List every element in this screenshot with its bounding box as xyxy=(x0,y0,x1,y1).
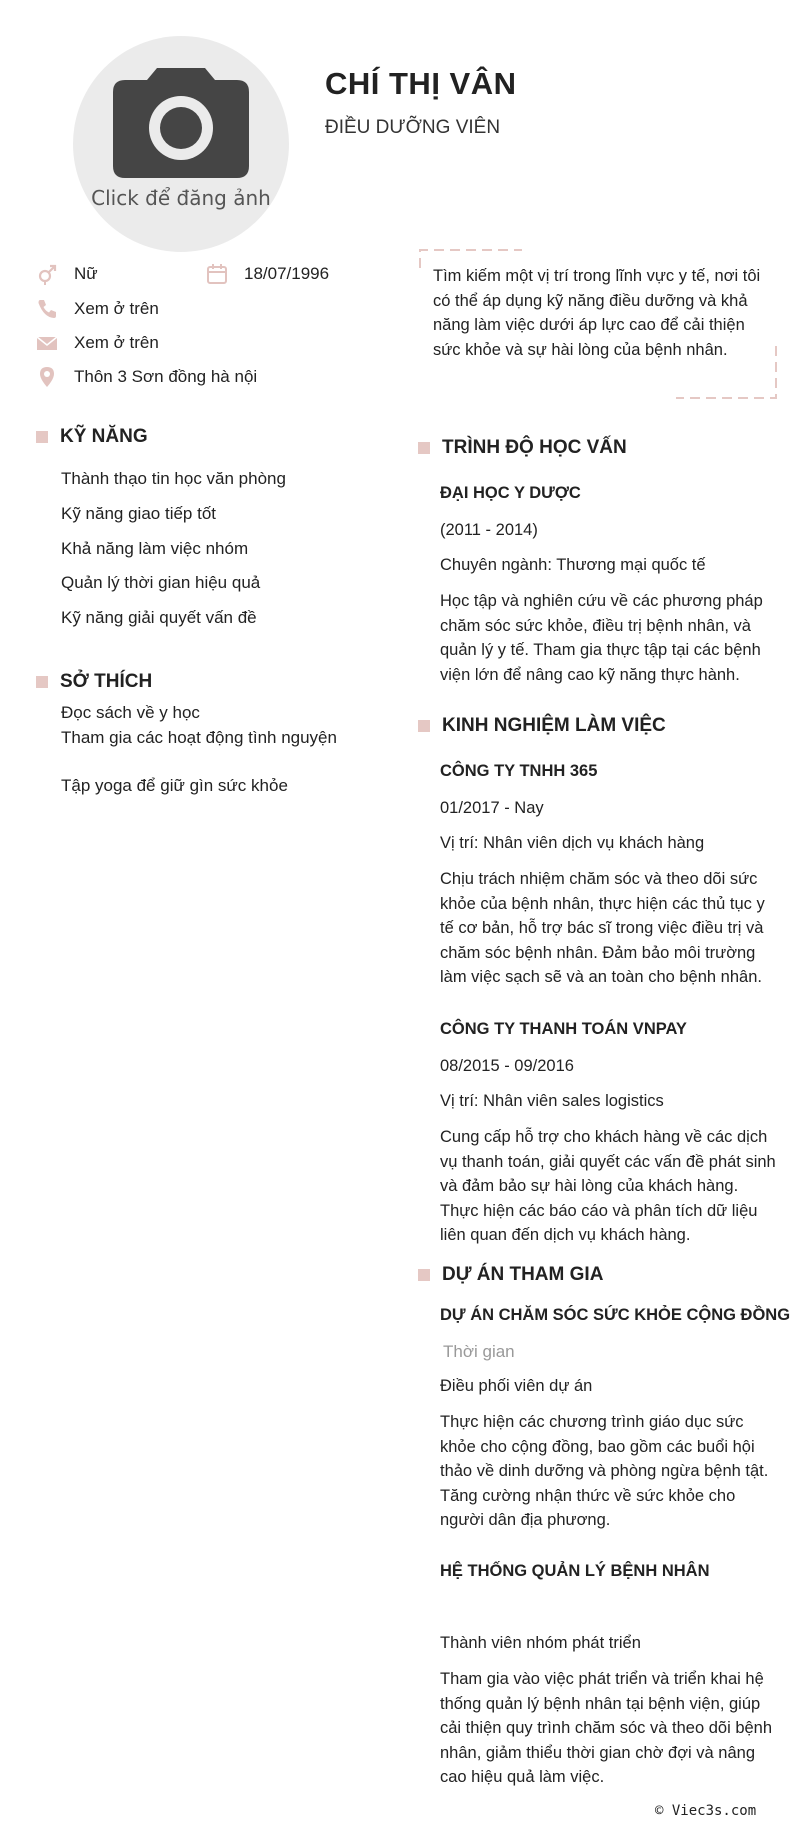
section-marker xyxy=(418,442,430,454)
location-pin-icon xyxy=(36,366,58,388)
avatar-caption: Click để đăng ảnh xyxy=(91,186,271,210)
job-description: Cung cấp hỗ trợ cho khách hàng về các dịch vụ thanh toán, giải quyết các vấn đề phát sinh và đảm bảo sự hài lòng của khách hàng. Thực hiện các báo cáo và phân tích dữ liệu liên quan đến dịch vụ khách hàng. xyxy=(440,1128,776,1244)
email-value: Xem ở trên xyxy=(74,333,159,352)
phone-icon xyxy=(36,298,58,320)
skill-item: Thành thạo tin học văn phòng xyxy=(61,469,286,488)
address-value: Thôn 3 Sơn đồng hà nội xyxy=(74,367,258,386)
education-period: (2011 - 2014) xyxy=(440,521,538,539)
experience-heading-text: KINH NGHIỆM LÀM VIỆC xyxy=(442,715,666,736)
job-position: Vị trí: Nhân viên dịch vụ khách hàng xyxy=(440,834,705,852)
project-name: DỰ ÁN CHĂM SÓC SỨC KHỎE CỘNG ĐỒNG xyxy=(440,1306,791,1324)
section-marker xyxy=(418,720,430,732)
hobby-item: Tham gia các hoạt động tình nguyện xyxy=(61,728,337,747)
education-heading xyxy=(418,437,627,459)
job-period: 01/2017 - Nay xyxy=(440,799,544,817)
skill-item: Kỹ năng giao tiếp tốt xyxy=(61,504,217,523)
company-name: CÔNG TY THANH TOÁN VNPAY xyxy=(440,1020,687,1038)
hobbies-heading xyxy=(36,671,152,693)
skill-item: Quản lý thời gian hiệu quả xyxy=(61,573,261,592)
gender-value: Nữ xyxy=(74,264,98,283)
project-role: Thành viên nhóm phát triển xyxy=(440,1634,641,1652)
calendar-icon xyxy=(206,263,228,285)
birthday-value: 18/07/1996 xyxy=(244,264,330,283)
phone-value: Xem ở trên xyxy=(74,299,159,318)
education-heading-text: TRÌNH ĐỘ HỌC VẤN xyxy=(442,437,627,458)
skills-heading-text: KỸ NĂNG xyxy=(60,426,148,447)
section-marker xyxy=(36,431,48,443)
avatar-upload[interactable] xyxy=(73,36,289,252)
school-name: ĐẠI HỌC Y DƯỢC xyxy=(440,484,581,502)
candidate-name: CHÍ THỊ VÂN xyxy=(325,66,517,101)
phone-row xyxy=(36,298,159,320)
projects-heading xyxy=(418,1264,603,1286)
experience-heading xyxy=(418,715,666,737)
envelope-icon xyxy=(36,332,58,354)
section-marker xyxy=(36,676,48,688)
projects-heading-text: DỰ ÁN THAM GIA xyxy=(442,1264,604,1285)
address-row xyxy=(36,366,257,388)
project-time-placeholder: Thời gian xyxy=(443,1342,515,1361)
camera-icon xyxy=(113,66,249,178)
project-description: Thực hiện các chương trình giáo dục sức khỏe cho cộng đồng, bao gồm các buổi hội thảo về dinh dưỡng và phòng ngừa bệnh tật. Tăng cường nhận thức về sức khỏe cho người dân địa phương. xyxy=(440,1413,769,1529)
education-description: Học tập và nghiên cứu về các phương pháp chăm sóc sức khỏe, điều trị bệnh nhân, và quản lý y tế. Tham gia thực tập tại các bệnh viện lớn để nâng cao kỹ năng thực hành. xyxy=(440,592,763,684)
skills-heading xyxy=(36,426,148,448)
project-role: Điều phối viên dự án xyxy=(440,1377,593,1395)
job-period: 08/2015 - 09/2016 xyxy=(440,1057,574,1075)
email-row xyxy=(36,332,159,354)
hobbies-heading-text: SỞ THÍCH xyxy=(60,671,153,692)
skill-item: Khả năng làm việc nhóm xyxy=(61,539,249,558)
project-description: Tham gia vào việc phát triển và triển khai hệ thống quản lý bệnh nhân tại bệnh viện, giúp cải thiện quy trình chăm sóc và theo dõi bệnh nhân, giảm thiểu thời gian chờ đợi và nâng cao hiệu quả làm việc. xyxy=(440,1670,773,1786)
birthday-row xyxy=(206,263,329,285)
hobby-item: Đọc sách về y học xyxy=(61,703,200,722)
job-description: Chịu trách nhiệm chăm sóc và theo dõi sức khỏe của bệnh nhân, thực hiện các thủ tục y tế cơ bản, hỗ trợ bác sĩ trong việc điều trị và chăm sóc bệnh nhân. Đảm bảo môi trường làm việc sạch sẽ và an toàn cho bệnh nhân. xyxy=(440,870,765,986)
skill-item: Kỹ năng giải quyết vấn đề xyxy=(61,608,257,627)
section-marker xyxy=(418,1269,430,1281)
objective-text: Tìm kiếm một vị trí trong lĩnh vực y tế, nơi tôi có thể áp dụng kỹ năng điều dưỡng và khả năng làm việc dưới áp lực cao để cải thiện sức khỏe và sự hài lòng của bệnh nhân. xyxy=(433,267,761,359)
job-position: Vị trí: Nhân viên sales logistics xyxy=(440,1092,664,1110)
gender-icon xyxy=(36,263,58,285)
company-name: CÔNG TY TNHH 365 xyxy=(440,762,598,780)
hobby-item: Tập yoga để giữ gìn sức khỏe xyxy=(61,776,288,795)
career-objective xyxy=(418,248,778,400)
project-name: HỆ THỐNG QUẢN LÝ BỆNH NHÂN xyxy=(440,1562,710,1580)
footer-watermark: © Viec3s.com xyxy=(655,1803,757,1819)
education-major: Chuyên ngành: Thương mại quốc tế xyxy=(440,556,706,574)
gender-row xyxy=(36,263,98,285)
job-title: ĐIỀU DƯỠNG VIÊN xyxy=(325,117,501,138)
